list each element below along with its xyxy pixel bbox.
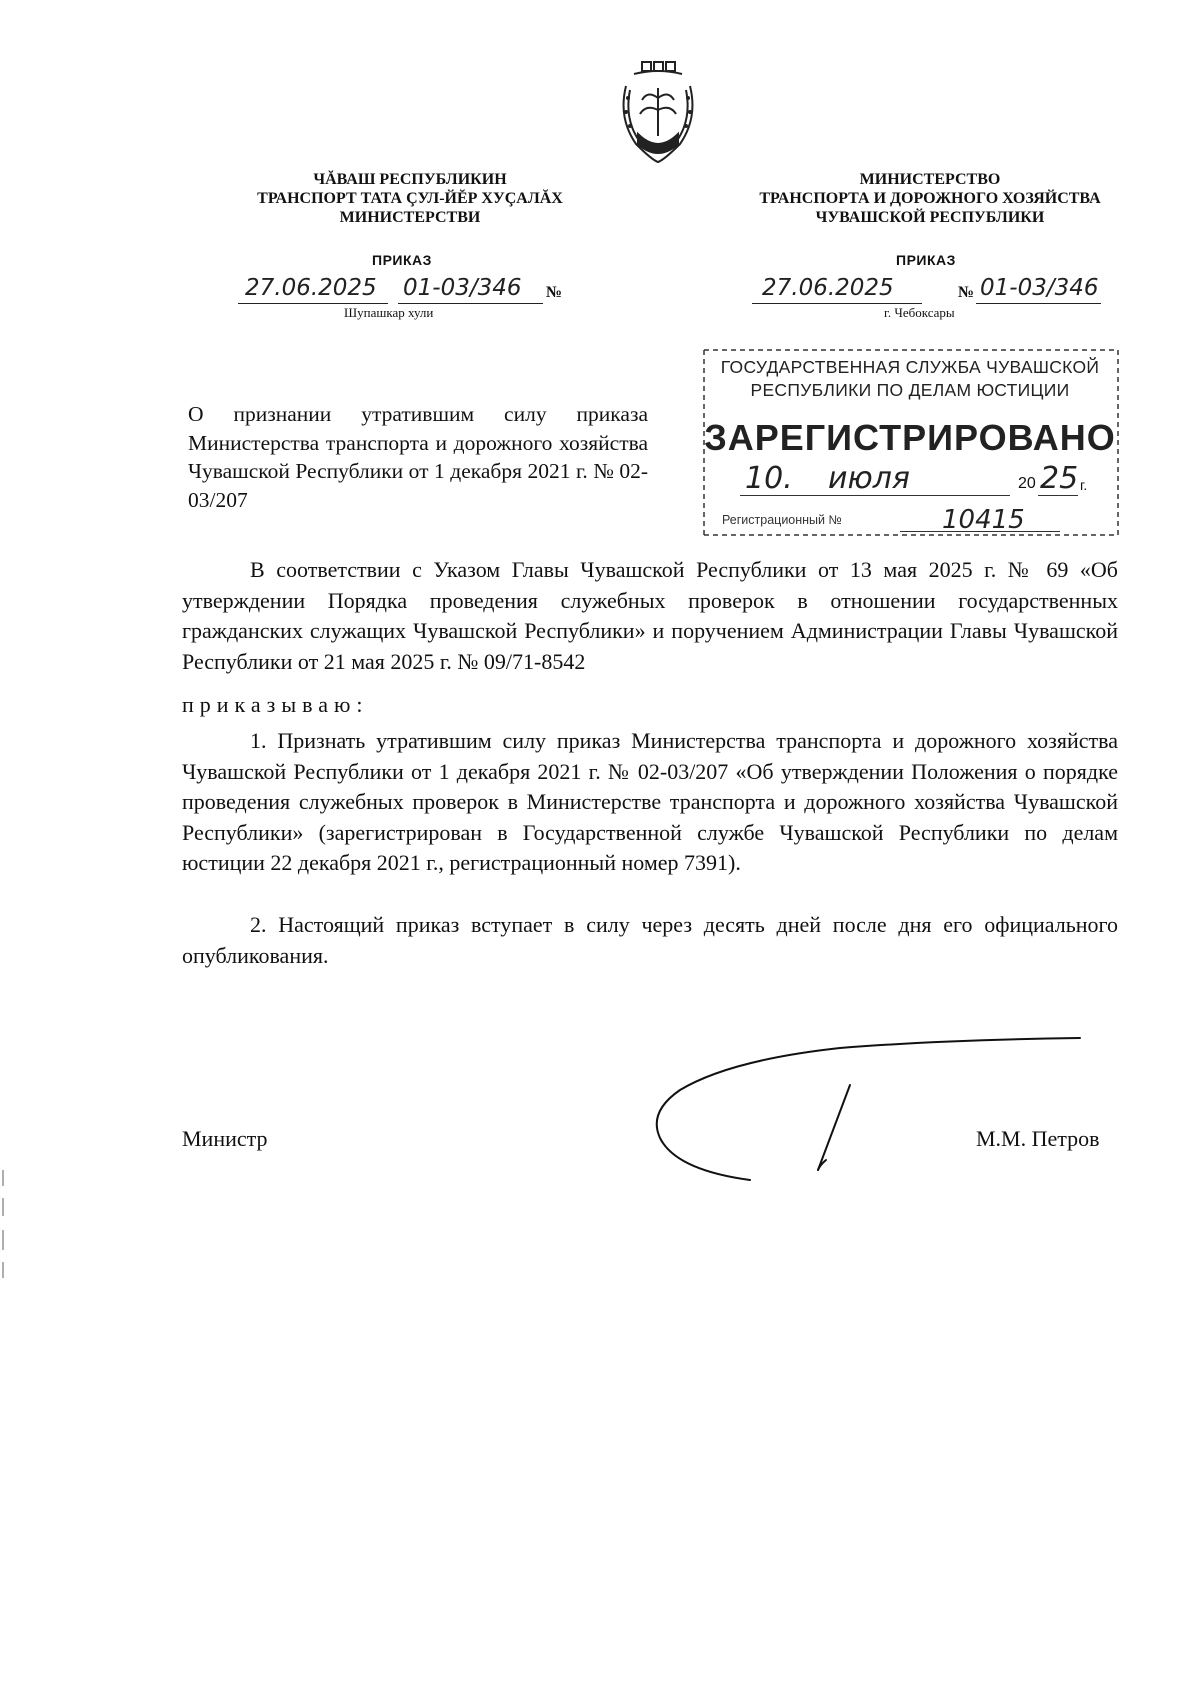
date-underline-left [238,303,388,304]
header-left-line-2: ТРАНСПОРТ ТАТА ÇУЛ-ЙĔР ХУÇАЛĂХ [257,190,563,207]
number-underline-left [398,303,543,304]
stamp-status: ЗАРЕГИСТРИРОВАНО [704,417,1116,458]
coat-of-arms-icon [612,58,704,168]
order-date-right: 27.06.2025 [762,275,894,301]
number-sign-right: № [958,284,975,301]
body-prikazyvayu: приказываю: [182,692,369,717]
number-sign-left: № [546,284,563,301]
stamp-year-prefix: 20 [1018,475,1036,492]
stamp-year-underline [1038,495,1078,496]
header-right [720,170,1140,227]
prikaz-label-left: ПРИКАЗ [372,252,432,268]
handwritten-signature-icon [640,1020,1110,1190]
header-left [200,170,620,227]
stamp-reg-label: Регистрационный № [722,513,842,527]
stamp-reg-underline [900,531,1060,532]
header-right-line-2: ТРАНСПОРТА И ДОРОЖНОГО ХОЗЯЙСТВА [759,190,1101,207]
stamp-date-underline [740,495,1010,496]
stamp-year: 25 [1040,461,1079,496]
number-underline-right [976,303,1101,304]
stamp-year-suffix: г. [1080,477,1088,493]
header-left-line-3: МИНИСТЕРСТВИ [339,209,481,226]
order-number-right: 01-03/346 [980,275,1099,301]
stamp-reg-number: 10415 [942,505,1025,535]
body-intro: В соответствии с Указом Главы Чувашской Республики от 13 мая 2025 г. № 69 «Об утверждении Порядка проведения служебных проверок в отношении государственных гражданских служащих Чувашской Республики» и поручением Администрации Главы Чувашской Республики от 21 мая 2025 г. № 09/71-8542 [182,557,1118,674]
order-date-left: 27.06.2025 [245,275,377,301]
stamp-day: 10. [745,461,793,496]
prikaz-label-right: ПРИКАЗ [896,252,956,268]
order-number-left: 01-03/346 [403,275,522,301]
stamp-month: июля [828,461,910,496]
stamp-org-line-2: РЕСПУБЛИКИ ПО ДЕЛАМ ЮСТИЦИИ [750,380,1070,400]
city-left: Шупашкар хули [344,305,434,320]
body-item-2: 2. Настоящий приказ вступает в силу через десять дней после дня его официального опубликования. [182,912,1118,968]
body-item-1: 1. Признать утратившим силу приказ Министерства транспорта и дорожного хозяйства Чувашской Республики от 1 декабря 2021 г. № 02-03/207 «Об утверждении Положения о порядке проведения служебных проверок в Министерстве транспорта и дорожного хозяйства Чувашской Республики» (зарегистрирован в Государственной службе Чувашской Республики по делам юстиции 22 декабря 2021 г., регистрационный номер 7391). [182,728,1118,875]
header-left-line-1: ЧĂВАШ РЕСПУБЛИКИН [313,171,507,188]
city-right: г. Чебоксары [884,305,955,320]
registration-stamp [700,345,1120,540]
scan-edge-marks [0,1170,6,1280]
header-right-line-1: МИНИСТЕРСТВО [859,171,1001,188]
order-subject: О признании утратившим силу приказа Министерства транспорта и дорожного хозяйства Чувашской Республики от 1 декабря 2021 г. № 02-03/207 [188,402,648,512]
signature-title: Министр [182,1126,268,1151]
signature-name: М.М. Петров [976,1126,1100,1151]
stamp-org-line-1: ГОСУДАРСТВЕННАЯ СЛУЖБА ЧУВАШСКОЙ [720,357,1100,377]
header-right-line-3: ЧУВАШСКОЙ РЕСПУБЛИКИ [815,209,1045,226]
date-underline-right [752,303,922,304]
